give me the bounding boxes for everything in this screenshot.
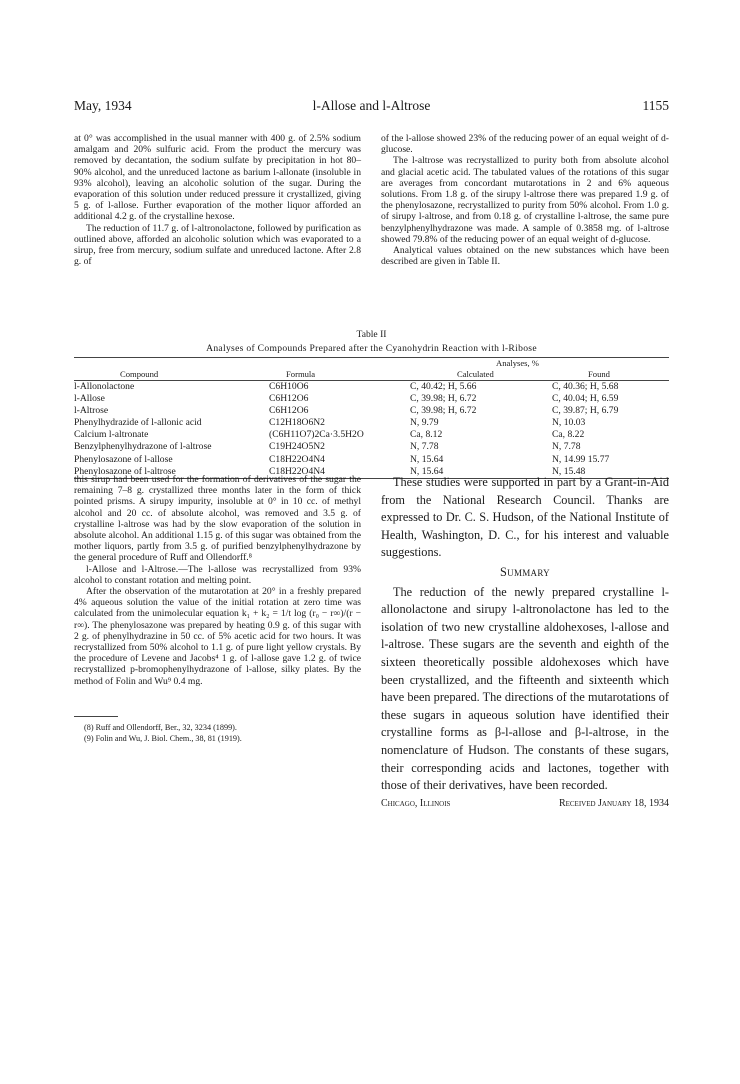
cell-calculated: N, 9.79 — [410, 417, 439, 429]
cell-calculated: C, 39.98; H, 6.72 — [410, 405, 477, 417]
cell-found: N, 10.03 — [552, 417, 586, 429]
cell-calculated: C, 39.98; H, 6.72 — [410, 393, 477, 405]
summary-paragraph: The reduction of the newly prepared crystalline l-allonolactone and sirupy l-altronolactone has led to the isolation of two new crystalline aldohexoses, l-allose and l-altrose. These sugars are the seventh and eighth of the sixteen theoretically possible aldohexoses which have been crystallized, and the fifteenth and sixteenth which have been prepared. The directions of the mutarotations of these sugars in aqueous solution have identified their crystalline forms as β-l-allose and β-l-altrose, in the nomenclature of Hudson. The constants of these sugars, their corresponding acids and lactones, together with those of their derivatives, have been recorded. — [381, 584, 669, 793]
table-row — [74, 405, 669, 417]
header-date: May, 1934 — [74, 98, 132, 113]
cell-formula: C6H12O6 — [269, 405, 309, 417]
paragraph: l-Allose and l-Altrose.—The l-allose was recrystallized from 93% alcohol to constant rotation and melting point. — [74, 563, 361, 586]
cell-calculated: N, 15.64 — [410, 453, 444, 465]
paragraph: The l-altrose was recrystallized to purity both from absolute alcohol and glacial acetic acid. The tabulated values of the rotations of this sugar are averages from concordant mutarotations in 2 and 6% aqueous solutions. From 1.8 g. of the sirupy l-altrose there was prepared 1.9 g. of the phenylosazone, recrystallized to purity from 50% alcohol. From 1.0 g. of sirupy l-altrose, and from 0.18 g. of crystalline l-altrose, the same pure benzylphenylhydrazone was made. A sample of 0.3858 mg. of l-altrose showed 79.8% of the reducing power of an equal weight of d-glucose. — [381, 155, 669, 245]
cell-compound: l-Altrose — [74, 405, 109, 417]
table-row — [74, 441, 669, 453]
location: Chicago, Illinois — [381, 797, 451, 809]
cell-compound: l-Allonolactone — [74, 381, 135, 392]
text-column-left-bottom — [74, 474, 361, 687]
cell-formula: C12H18O6N2 — [269, 417, 325, 429]
cell-compound: Calcium l-altronate — [74, 429, 149, 441]
cell-compound: Benzylphenylhydrazone of l-altrose — [74, 441, 212, 453]
footnotes — [74, 716, 361, 744]
cell-calculated: C, 40.42; H, 5.66 — [410, 381, 477, 392]
received-date: Received January 18, 1934 — [558, 797, 669, 809]
cell-found: N, 14.99 15.77 — [552, 453, 610, 465]
paragraph: of the l-allose showed 23% of the reducing power of an equal weight of d-glucose. — [381, 133, 669, 156]
cell-found: N, 15.48 — [552, 465, 586, 477]
summary-heading: Summary — [500, 564, 550, 579]
cell-found: C, 40.04; H, 6.59 — [552, 393, 619, 405]
text-column-right-bottom — [381, 474, 669, 813]
cell-formula: C19H24O5N2 — [269, 441, 325, 453]
cell-formula: C6H10O6 — [269, 381, 309, 392]
paragraph: at 0° was accomplished in the usual manner with 400 g. of 2.5% sodium amalgam and 20% sulfuric acid. From the product the mercury was removed by decantation, the sodium sulfate by precipitation in hot 80–90% alcohol, and the unreduced lactone as barium l-allonate (insoluble in 93% alcohol), leaving an alcoholic solution of the sugar. During the evaporation of this solution under reduced pressure it crystallized, giving 5 g. of l-allose. Further evaporation of the mother liquor afforded an additional 4.2 g. of the crystalline hexose. — [74, 133, 361, 223]
analyses-table — [74, 357, 669, 479]
footnote-rule — [74, 716, 118, 717]
header-analyses: Analyses, % — [496, 358, 539, 368]
paragraph: Analytical values obtained on the new substances which have been described are given in Table II. — [381, 245, 669, 268]
cell-formula: C18H22O4N4 — [269, 465, 325, 477]
cell-compound: Phenylhydrazide of l-allonic acid — [74, 417, 202, 429]
footnote: (8) Ruff and Ollendorff, Ber., 32, 3234 (1899). — [84, 723, 237, 732]
running-header — [74, 98, 669, 114]
cell-found: C, 40.36; H, 5.68 — [552, 381, 619, 392]
header-calculated: Calculated — [457, 369, 494, 379]
paragraph: this sirup had been used for the formation of derivatives of the sugar the remaining 7–8 g. crystallized three months later in the form of thick pointed prisms. A sirupy impurity, insoluble at 0° in 10 cc. of methyl alcohol and 20 cc. of absolute alcohol, was removed and 3.5 g. of crystalline l-altrose was had by the slow evaporation of the solution in absolute alcohol. An additional 1.15 g. of this sugar was obtained from the mother liquors, partly from 3.5 g. of purified benzylphenylhydrazone by the general procedure of Ruff and Ollendorff.⁸ — [74, 474, 361, 564]
cell-found: N, 7.78 — [552, 441, 581, 453]
table-row — [74, 417, 669, 429]
paragraph: The reduction of 11.7 g. of l-altronolactone, followed by purification as outlined above, afforded an alcoholic solution which was evaporated to a sirup, free from mercury, sodium sulfate and unreduced lactone. After 2.8 g. of — [74, 222, 361, 268]
page-number: 1155 — [642, 98, 669, 113]
cell-calculated: Ca, 8.12 — [410, 429, 443, 441]
header-formula: Formula — [286, 369, 316, 379]
table-title: Table II — [356, 329, 387, 340]
acknowledgment-paragraph: These studies were supported in part by a Grant-in-Aid from the National Research Council. Thanks are expressed to Dr. C. S. Hudson, of the National Institute of Health, Washington, D. C., for his interest and valuable suggestions. — [381, 475, 669, 560]
table-row — [74, 381, 669, 393]
cell-calculated: N, 15.64 — [410, 465, 444, 477]
cell-found: C, 39.87; H, 6.79 — [552, 405, 619, 417]
table-row — [74, 393, 669, 405]
paragraph: After the observation of the mutarotation at 20° in a freshly prepared 4% aqueous solution the value of the initial rotation at zero time was calculated from the unimolecular equation k₁ + k₂ = 1/t log (r₀ − r∞)/(r − r∞). The phenylosazone was prepared by heating 0.9 g. of this sugar with 2 g. of phenylhydrazine in 50 cc. of 5% acetic acid for two hours. It was recrystallized from 50% alcohol to 1.1 g. of pure light yellow crystals. By the procedure of Levene and Jacobs⁴ 1 g. of l-allose gave 1.2 g. of twice recrystallized p-bromophenylhydrazone of l-allose, silky plates. By the method of Folin and Wu⁹ 0.4 mg. — [74, 586, 361, 687]
table-body — [74, 381, 669, 478]
signature-line — [381, 795, 669, 813]
footnote: (9) Folin and Wu, J. Biol. Chem., 38, 81 (1919). — [84, 733, 242, 743]
cell-compound: Phenylosazone of l-altrose — [74, 465, 176, 477]
cell-formula: C6H12O6 — [269, 393, 309, 405]
header-found: Found — [588, 369, 610, 379]
header-title: l-Allose and l-Altrose — [312, 98, 431, 113]
cell-compound: l-Allose — [74, 393, 105, 405]
table-row — [74, 429, 669, 441]
table-row — [74, 454, 669, 466]
cell-formula: C18H22O4N4 — [269, 453, 325, 465]
cell-compound: Phenylosazone of l-allose — [74, 453, 173, 465]
cell-formula: (C6H11O7)2Ca·3.5H2O — [269, 429, 364, 441]
text-column-right-top — [381, 133, 669, 267]
text-column-left-top — [74, 133, 361, 267]
table-caption: Analyses of Compounds Prepared after the Cyanohydrin Reaction with l-Ribose — [206, 343, 537, 354]
table-header — [74, 358, 669, 380]
header-compound: Compound — [120, 369, 159, 379]
cell-found: Ca, 8.22 — [552, 429, 585, 441]
cell-calculated: N, 7.78 — [410, 441, 439, 453]
